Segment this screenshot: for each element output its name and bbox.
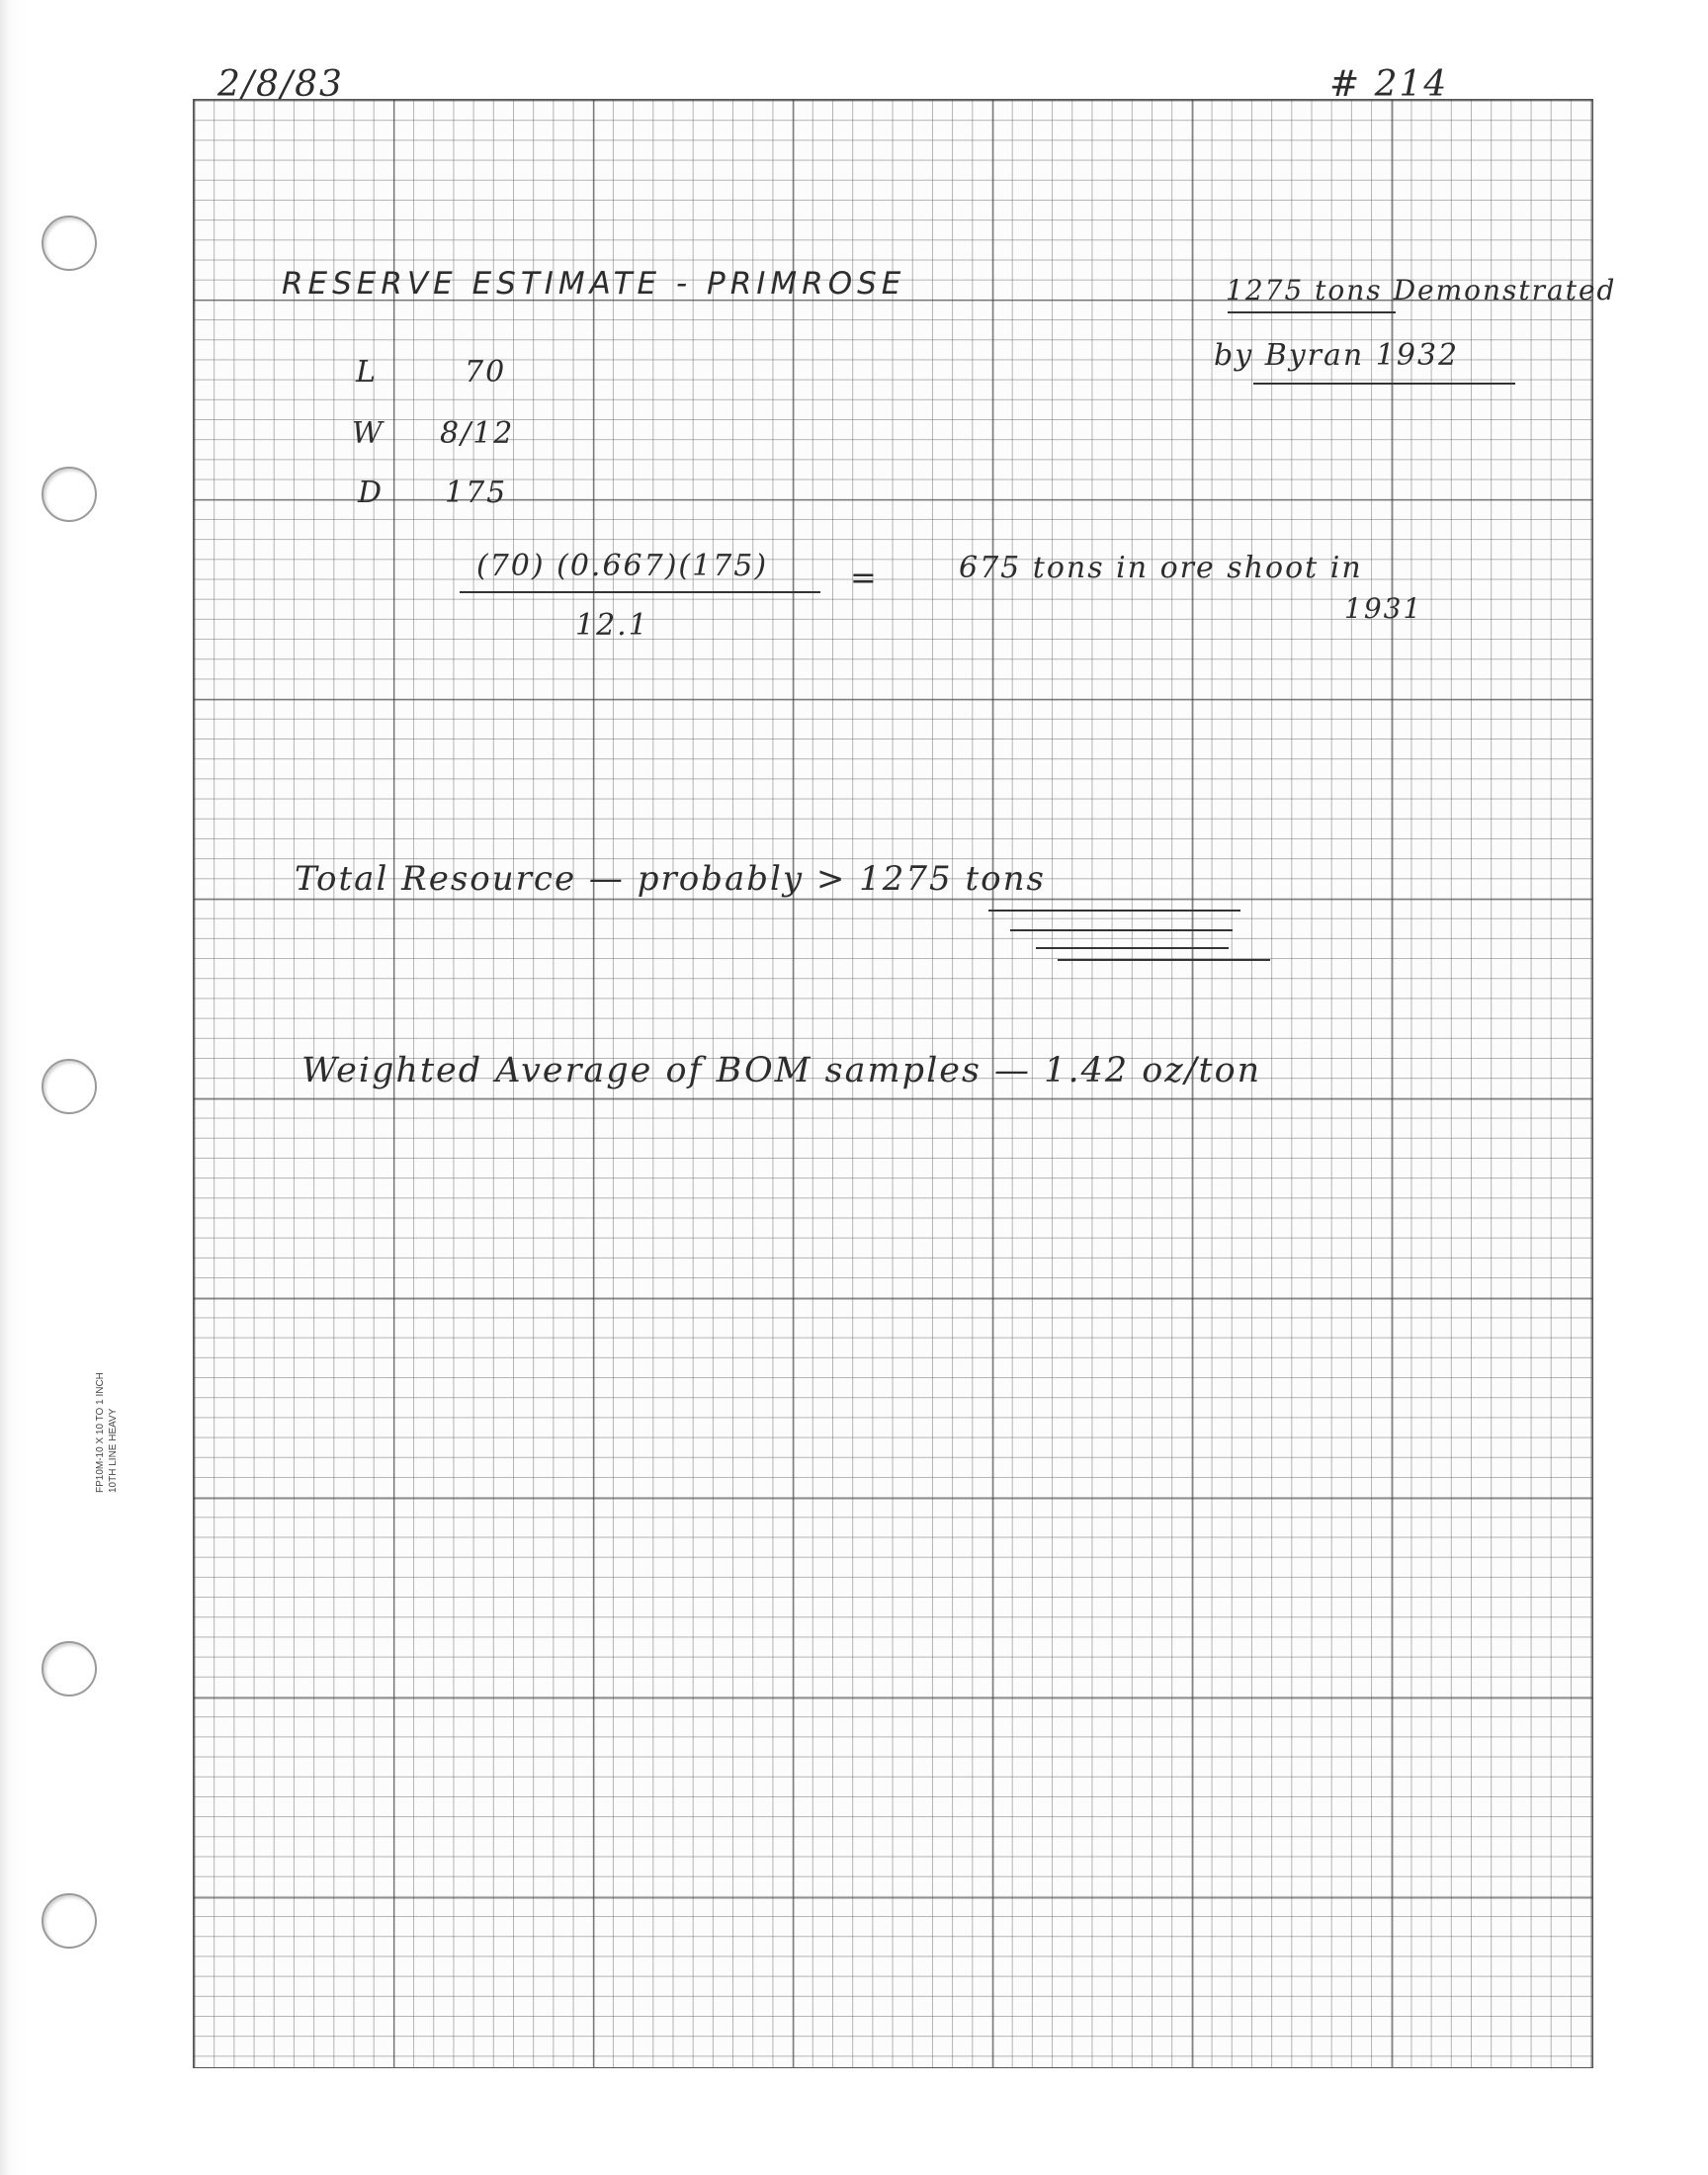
binder-hole-2 <box>42 467 97 522</box>
formula-numerator: (70) (0.667)(175) <box>476 549 769 583</box>
note-date: 2/8/83 <box>217 64 344 105</box>
formula-equals: = <box>850 559 879 596</box>
total-resource-underline-4 <box>1058 959 1270 961</box>
binder-hole-3 <box>42 1059 97 1114</box>
total-resource-line: Total Resource — probably > 1275 tons <box>295 859 1046 899</box>
binder-hole-1 <box>42 216 97 271</box>
note-title: RESERVE ESTIMATE - PRIMROSE <box>282 266 906 302</box>
dimension-value-width: 8/12 <box>440 416 515 451</box>
dimension-value-depth: 175 <box>445 476 508 510</box>
total-resource-underline-2 <box>1010 929 1233 931</box>
paper-imprint-line-2: 10TH LINE HEAVY <box>108 1408 119 1493</box>
weighted-average-line: Weighted Average of BOM samples — 1.42 oz/ton <box>301 1051 1262 1090</box>
dimension-value-length: 70 <box>465 355 507 390</box>
formula-result-year: 1931 <box>1344 592 1423 625</box>
sheet-number: # 214 <box>1329 64 1449 105</box>
formula-denominator: 12.1 <box>575 608 649 643</box>
side-note-line-2: by Byran 1932 <box>1214 338 1460 373</box>
total-resource-underline-1 <box>988 910 1240 912</box>
paper-imprint <box>94 1372 120 1493</box>
total-resource-underline-3 <box>1036 947 1229 949</box>
dimension-label-length: L <box>356 355 378 390</box>
side-note-line-1: 1275 tons Demonstrated <box>1226 274 1617 306</box>
side-note-underline-1 <box>1228 311 1396 313</box>
side-note-underline-2 <box>1253 383 1515 385</box>
paper-imprint-line-1: FP10M-10 X 10 TO 1 INCH <box>95 1372 106 1493</box>
formula-fraction-bar <box>460 591 820 593</box>
dimension-label-width: W <box>352 416 384 451</box>
binder-hole-5 <box>42 1893 97 1949</box>
dimension-label-depth: D <box>358 476 384 510</box>
formula-result: 675 tons in ore shoot in <box>959 551 1363 585</box>
binder-hole-4 <box>42 1641 97 1696</box>
